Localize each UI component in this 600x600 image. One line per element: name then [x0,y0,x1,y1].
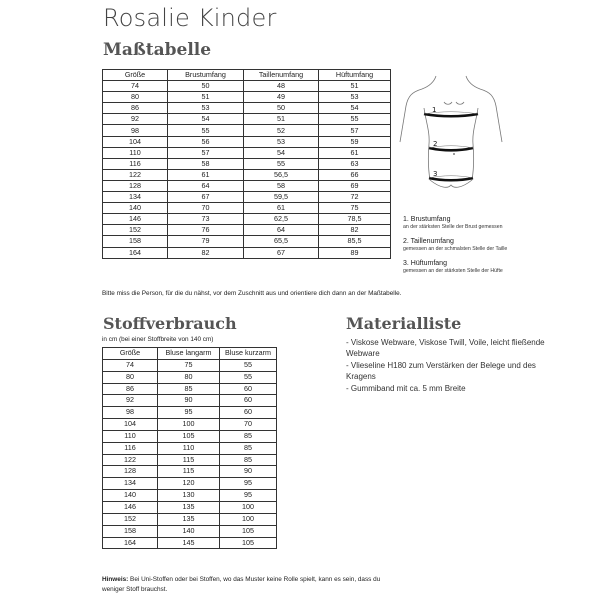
column-header: Taillenumfang [244,70,319,81]
table-cell: 95 [220,490,277,502]
table-cell: 53 [319,92,391,103]
table-row [103,225,391,236]
table-cell: 61 [168,169,244,180]
table-cell: 122 [103,169,168,180]
table-row [103,114,391,125]
table-row [103,454,277,466]
table-cell: 92 [103,114,168,125]
list-item: - Gummiband mit ca. 5 mm Breite [346,383,466,393]
table-cell: 80 [103,92,168,103]
body-outline [400,76,502,187]
table-cell: 58 [244,180,319,191]
table-cell: 61 [244,203,319,214]
table-cell: 60 [220,395,277,407]
table-cell: 56 [168,136,244,147]
table-cell: 80 [158,371,220,383]
table-cell: 64 [244,225,319,236]
column-header: Größe [103,348,158,360]
table-cell: 85 [220,430,277,442]
table-cell: 140 [103,203,168,214]
table-cell: 74 [103,81,168,92]
table-cell: 85 [220,442,277,454]
legend-item-hip: 3. Hüftumfang gemessen an der stärksten Stelle der Hüfte [403,260,503,274]
table-cell: 85,5 [319,236,391,247]
table-row [103,192,391,203]
table-cell: 73 [168,214,244,225]
table-row [103,490,277,502]
table-cell: 146 [103,214,168,225]
table-cell: 82 [319,225,391,236]
table-cell: 59 [319,136,391,147]
table-cell: 50 [168,81,244,92]
measure-note: Bitte miss die Person, für die du nähst, vor dem Zuschnitt aus und orientiere dich dann an der Maßtabelle. [102,290,402,297]
table-cell: 53 [168,103,244,114]
table-cell: 135 [158,501,220,513]
table-cell: 152 [103,225,168,236]
table-cell: 82 [168,247,244,258]
table-row [103,371,277,383]
table-row [103,478,277,490]
table-cell: 54 [319,103,391,114]
table-cell: 110 [158,442,220,454]
table-row [103,247,391,258]
table-cell: 92 [103,395,158,407]
table-cell: 90 [220,466,277,478]
table-cell: 105 [158,430,220,442]
table-cell: 56,5 [244,169,319,180]
table-cell: 70 [220,419,277,431]
marker-3: 3 [433,170,438,178]
table-cell: 60 [220,383,277,395]
table-cell: 69 [319,180,391,191]
table-cell: 85 [158,383,220,395]
table-cell: 130 [158,490,220,502]
table-cell: 95 [158,407,220,419]
table-row [103,442,277,454]
table-row [103,383,277,395]
list-item: - Vlieseline H180 zum Verstärken der Belege und des Kragens [346,360,536,382]
table-cell: 146 [103,501,158,513]
table-cell: 55 [168,125,244,136]
table-cell: 80 [103,371,158,383]
table-row [103,537,277,549]
table-cell: 48 [244,81,319,92]
table-cell: 64 [168,180,244,191]
table-cell: 105 [220,525,277,537]
table-row [103,125,391,136]
table-cell: 140 [103,490,158,502]
page-title: Rosalie Kinder [103,4,277,32]
table-row [103,513,277,525]
table-cell: 164 [103,537,158,549]
table-cell: 85 [220,454,277,466]
marker-1: 1 [432,106,437,114]
chest-band [424,114,478,116]
table-cell: 98 [103,125,168,136]
table-cell: 120 [158,478,220,490]
size-table [102,69,391,259]
table-row [103,501,277,513]
table-cell: 54 [168,114,244,125]
table-row [103,466,277,478]
table-row [103,214,391,225]
marker-2: 2 [433,140,438,148]
table-row [103,203,391,214]
table-row [103,81,391,92]
table-cell: 53 [244,136,319,147]
table-row [103,395,277,407]
column-header: Bluse kurzarm [220,348,277,360]
materials-heading: Materialliste [346,314,462,333]
table-row [103,147,391,158]
table-cell: 63 [319,158,391,169]
hip-band [429,178,473,180]
table-cell: 55 [244,158,319,169]
table-row [103,525,277,537]
hint-note [102,575,402,595]
waist-band [429,148,473,150]
table-cell: 57 [319,125,391,136]
size-chart-heading: Maßtabelle [103,40,212,60]
table-row [103,136,391,147]
fabric-heading: Stoffverbrauch [103,314,237,333]
table-cell: 50 [244,103,319,114]
table-cell: 145 [158,537,220,549]
table-cell: 110 [103,430,158,442]
hint-text: Bei Uni-Stoffen oder bei Stoffen, wo das Muster keine Rolle spielt, kann es sein, dass du weniger Stoff brauchst. [102,576,381,593]
table-row [103,236,391,247]
table-cell: 51 [244,114,319,125]
table-cell: 95 [220,478,277,490]
table-cell: 52 [244,125,319,136]
table-cell: 61 [319,147,391,158]
table-cell: 54 [244,147,319,158]
column-header: Hüftumfang [319,70,391,81]
table-cell: 78,5 [319,214,391,225]
table-cell: 104 [103,136,168,147]
table-cell: 104 [103,419,158,431]
hint-label: Hinweis: [102,576,129,583]
fabric-table [102,347,277,549]
fabric-unit-note: in cm (bei einer Stoffbreite von 140 cm) [102,336,214,343]
table-row [103,158,391,169]
table-row [103,169,391,180]
table-cell: 115 [158,466,220,478]
table-cell: 134 [103,478,158,490]
table-cell: 79 [168,236,244,247]
table-cell: 86 [103,103,168,114]
legend-item-waist: 2. Taillenumfang gemessen an der schmalsten Stelle der Taille [403,238,508,252]
list-item: - Viskose Webware, Viskose Twill, Voile, leicht fließende Webware [346,338,545,359]
table-cell: 67 [244,247,319,258]
table-row [103,407,277,419]
table-row [103,180,391,191]
table-cell: 135 [158,513,220,525]
table-cell: 74 [103,359,158,371]
column-header: Bluse langarm [158,348,220,360]
table-cell: 75 [158,359,220,371]
table-row [103,103,391,114]
table-cell: 115 [158,454,220,466]
table-cell: 110 [103,147,168,158]
table-cell: 128 [103,180,168,191]
table-cell: 66 [319,169,391,180]
table-cell: 100 [158,419,220,431]
table-row [103,359,277,371]
table-cell: 62,5 [244,214,319,225]
table-row [103,430,277,442]
table-cell: 70 [168,203,244,214]
materials-list [346,337,546,394]
table-cell: 116 [103,442,158,454]
table-cell: 134 [103,192,168,203]
table-cell: 65,5 [244,236,319,247]
table-cell: 51 [168,92,244,103]
table-cell: 60 [220,407,277,419]
table-cell: 57 [168,147,244,158]
navel-dot [453,153,455,155]
column-header: Brustumfang [168,70,244,81]
table-cell: 55 [319,114,391,125]
table-cell: 51 [319,81,391,92]
table-cell: 58 [168,158,244,169]
table-cell: 76 [168,225,244,236]
table-header-row [103,70,391,81]
table-cell: 75 [319,203,391,214]
table-cell: 72 [319,192,391,203]
table-cell: 158 [103,236,168,247]
table-row [103,92,391,103]
body-measurement-figure [396,72,506,192]
table-cell: 90 [158,395,220,407]
table-cell: 55 [220,359,277,371]
table-cell: 98 [103,407,158,419]
table-cell: 152 [103,513,158,525]
table-cell: 116 [103,158,168,169]
table-cell: 86 [103,383,158,395]
table-cell: 89 [319,247,391,258]
table-cell: 122 [103,454,158,466]
table-row [103,419,277,431]
measurement-legend [403,215,593,281]
table-cell: 55 [220,371,277,383]
table-header-row [103,348,277,360]
table-cell: 59,5 [244,192,319,203]
table-cell: 164 [103,247,168,258]
table-cell: 49 [244,92,319,103]
column-header: Größe [103,70,168,81]
table-cell: 100 [220,513,277,525]
table-cell: 100 [220,501,277,513]
table-cell: 105 [220,537,277,549]
legend-item-chest: 1. Brustumfang an der stärksten Stelle der Brust gemessen [403,216,503,230]
table-cell: 158 [103,525,158,537]
table-cell: 128 [103,466,158,478]
table-cell: 67 [168,192,244,203]
table-cell: 140 [158,525,220,537]
